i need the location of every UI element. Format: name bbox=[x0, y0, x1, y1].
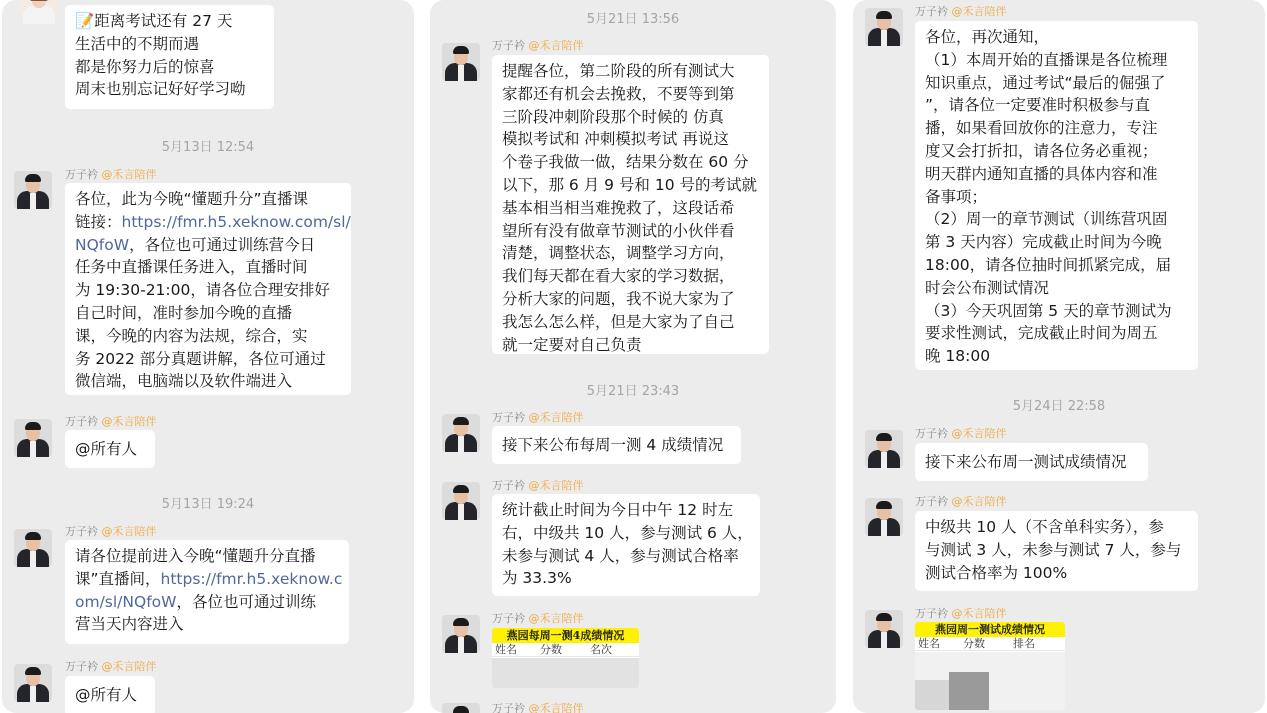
message-line: 家都还有机会去挽救，不要等到第 bbox=[502, 84, 735, 103]
sheet-col: 姓名 bbox=[495, 643, 517, 656]
chat-panel-1 bbox=[2, 0, 414, 713]
message-line: 微信端，电脑端以及软件端进入 bbox=[75, 372, 293, 391]
message-text: 链接： bbox=[75, 212, 122, 231]
avatar[interactable] bbox=[865, 610, 903, 648]
message-bubble bbox=[915, 511, 1198, 591]
message-line: 都是你努力后的惊喜 bbox=[75, 57, 215, 76]
avatar[interactable] bbox=[14, 171, 52, 209]
message-line: 接下来公布每周一测 4 成绩情况 bbox=[502, 436, 724, 454]
sender-name: 万子衿 @禾言陪伴 bbox=[915, 5, 1007, 18]
avatar[interactable] bbox=[865, 8, 903, 46]
message-line: 周末也别忘记好好学习呦 bbox=[75, 80, 246, 99]
message-line: 备事项； bbox=[925, 187, 988, 206]
message-line: 就一定要对自己负责 bbox=[502, 335, 642, 354]
sheet-col: 名次 bbox=[590, 643, 612, 656]
avatar[interactable] bbox=[442, 615, 480, 653]
message-line: ”，请各位一定要准时积极参与直 bbox=[925, 96, 1151, 115]
sheet-title: 燕园周一测试成绩情况 bbox=[915, 622, 1065, 637]
message-bubble bbox=[492, 426, 741, 464]
message-line: 基本相当相当难挽救了，这段话希 bbox=[502, 198, 735, 217]
blurred-content bbox=[949, 672, 989, 710]
sender-name: 万子衿 @禾言陪伴 bbox=[492, 479, 584, 492]
message-line: 以下，那 6 月 9 号和 10 号的考试就 bbox=[502, 175, 758, 194]
message-line: 右，中级共 10 人，参与测试 6 人， bbox=[502, 523, 753, 542]
message-line: 📝距离考试还有 27 天 bbox=[75, 12, 233, 30]
message-text: ，各位也可通过训练营今日 bbox=[129, 235, 316, 254]
message-line: 18:00，请各位抽时间抓紧完成，届 bbox=[925, 255, 1172, 274]
sheet-title: 燕园每周一测4成绩情况 bbox=[492, 628, 639, 643]
message-line: 模拟考试和 冲刺模拟考试 再说这 bbox=[502, 130, 729, 149]
avatar[interactable] bbox=[442, 482, 480, 520]
message-text: 课”直播间， bbox=[75, 569, 161, 588]
timestamp: 5月21日 13:56 bbox=[586, 12, 680, 27]
message-line: 测试合格率为 100% bbox=[925, 563, 1068, 582]
sheet-col: 排名 bbox=[1013, 637, 1035, 650]
message-bubble bbox=[492, 55, 769, 354]
message-bubble bbox=[915, 443, 1148, 481]
sender-name: 万子衿 @禾言陪伴 bbox=[915, 607, 1007, 620]
message-line: 未参与测试 4 人，参与测试合格率 bbox=[502, 546, 739, 565]
message-line: 我们每天都在看大家的学习数据， bbox=[502, 267, 735, 286]
message-bubble bbox=[65, 183, 351, 395]
avatar[interactable] bbox=[442, 703, 480, 713]
timestamp: 5月21日 23:43 bbox=[586, 384, 680, 399]
avatar[interactable] bbox=[14, 419, 52, 457]
live-link[interactable]: https://fmr.h5.xeknow.c bbox=[160, 569, 343, 588]
message-line: 知识重点，通过考试“最后的倔强了 bbox=[925, 73, 1166, 92]
sender-name: 万子衿 @禾言陪伴 bbox=[65, 168, 157, 181]
mention-all: @所有人 bbox=[75, 686, 138, 704]
message-bubble bbox=[492, 494, 760, 596]
message-line: 第 3 天内容）完成截止时间为今晚 bbox=[925, 233, 1162, 252]
sender-name: 万子衿 @禾言陪伴 bbox=[492, 612, 584, 625]
message-line: 营当天内容进入 bbox=[75, 615, 184, 634]
message-line: 课，今晚的内容为法规，综合，实 bbox=[75, 326, 308, 345]
score-sheet-image[interactable] bbox=[915, 622, 1065, 710]
message-line: 各位，此为今晚“懂题升分”直播课 bbox=[75, 190, 309, 208]
live-link[interactable]: NQfoW bbox=[75, 235, 130, 254]
message-line bbox=[75, 211, 351, 234]
message-line: 中级共 10 人（不含单科实务），参 bbox=[925, 518, 1164, 536]
sheet-header-row bbox=[915, 637, 1065, 651]
message-line: （2）周一的章节测试（训练营巩固 bbox=[925, 210, 1168, 229]
score-sheet-image[interactable] bbox=[492, 628, 639, 688]
sender-name: 万子衿 @禾言陪伴 bbox=[492, 39, 584, 52]
chat-panel-3 bbox=[853, 0, 1265, 713]
mention-all: @所有人 bbox=[75, 440, 138, 458]
sender-name: 万子衿 @禾言陪伴 bbox=[915, 427, 1007, 440]
message-line: 为 19:30-21:00，请各位合理安排好 bbox=[75, 281, 330, 300]
message-bubble bbox=[65, 540, 349, 644]
avatar[interactable] bbox=[14, 664, 52, 702]
sender-name: 万子衿 @禾言陪伴 bbox=[65, 525, 157, 538]
timestamp: 5月13日 19:24 bbox=[161, 497, 255, 512]
sender-name: 万子衿 @禾言陪伴 bbox=[915, 495, 1007, 508]
sheet-col: 姓名 bbox=[918, 637, 940, 650]
message-line: 明天群内通知直播的具体内容和准 bbox=[925, 164, 1158, 183]
message-text: ，各位也可通过训练 bbox=[176, 592, 316, 611]
sender-name: 万子衿 @禾言陪伴 bbox=[65, 415, 157, 428]
avatar[interactable] bbox=[865, 498, 903, 536]
avatar[interactable] bbox=[865, 430, 903, 468]
message-line: 望所有没有做章节测试的小伙伴看 bbox=[502, 221, 735, 240]
blurred-content bbox=[492, 658, 639, 688]
message-line: 生活中的不期而遇 bbox=[75, 34, 200, 53]
message-bubble bbox=[65, 5, 274, 109]
message-line: 我怎么怎么样，但是大家为了自己 bbox=[502, 312, 735, 331]
sender-name: 万子衿 @禾言陪伴 bbox=[492, 411, 584, 424]
message-line: 提醒各位，第二阶段的所有测试大 bbox=[502, 62, 735, 80]
message-line: 分析大家的问题，我不说大家为了 bbox=[502, 289, 735, 308]
message-line: 自己时间，准时参加今晚的直播 bbox=[75, 303, 293, 322]
message-line bbox=[75, 568, 343, 591]
timestamp: 5月24日 22:58 bbox=[1012, 399, 1106, 414]
avatar[interactable] bbox=[442, 414, 480, 452]
sheet-col: 分数 bbox=[963, 637, 985, 650]
message-bubble bbox=[65, 676, 155, 713]
avatar[interactable] bbox=[14, 529, 52, 567]
message-bubble bbox=[915, 21, 1198, 370]
message-line: 三阶段冲刺阶段那个时候的 仿真 bbox=[502, 107, 724, 126]
live-link[interactable]: https://fmr.h5.xeknow.com/sl/ bbox=[121, 212, 351, 231]
message-line: 个卷子我做一做，结果分数在 60 分 bbox=[502, 153, 749, 172]
message-line: 时会公布测试情况 bbox=[925, 278, 1050, 297]
message-line: 与测试 3 人，未参与测试 7 人，参与 bbox=[925, 540, 1182, 559]
message-line: 度又会打折扣，请各位务必重视； bbox=[925, 141, 1158, 160]
message-line: 清楚，调整状态，调整学习方向， bbox=[502, 244, 735, 263]
message-line: 任务中直播课任务进入，直播时间 bbox=[75, 258, 308, 277]
message-line: （1）本周开始的直播课是各位梳理 bbox=[925, 50, 1168, 69]
message-line: 晚 18:00 bbox=[925, 347, 991, 366]
chat-panel-2 bbox=[430, 0, 836, 713]
blurred-content bbox=[915, 680, 949, 710]
sender-name: 万子衿 @禾言陪伴 bbox=[65, 660, 157, 673]
message-bubble bbox=[65, 430, 155, 468]
avatar[interactable] bbox=[442, 43, 480, 81]
message-line: （3）今天巩固第 5 天的章节测试为 bbox=[925, 301, 1172, 320]
avatar[interactable] bbox=[20, 0, 58, 24]
sheet-header-row bbox=[492, 643, 639, 657]
sender-name: 万子衿 @禾言陪伴 bbox=[492, 702, 584, 713]
message-line: 播，如果看回放你的注意力，专注 bbox=[925, 119, 1158, 138]
message-line: 请各位提前进入今晚“懂题升分直播 bbox=[75, 547, 316, 565]
message-line: 各位，再次通知， bbox=[925, 28, 1050, 46]
live-link[interactable]: om/sl/NQfoW bbox=[75, 592, 177, 611]
message-line bbox=[75, 234, 341, 257]
message-line: 统计截止时间为今日中午 12 时左 bbox=[502, 501, 734, 519]
sheet-col: 分数 bbox=[540, 643, 562, 656]
message-line: 要求性测试，完成截止时间为周五 bbox=[925, 324, 1158, 343]
timestamp: 5月13日 12:54 bbox=[161, 140, 255, 155]
message-line: 为 33.3% bbox=[502, 569, 572, 588]
message-line bbox=[75, 591, 339, 614]
message-line: 务 2022 部分真题讲解，各位可通过 bbox=[75, 349, 326, 368]
message-line: 接下来公布周一测试成绩情况 bbox=[925, 453, 1127, 471]
